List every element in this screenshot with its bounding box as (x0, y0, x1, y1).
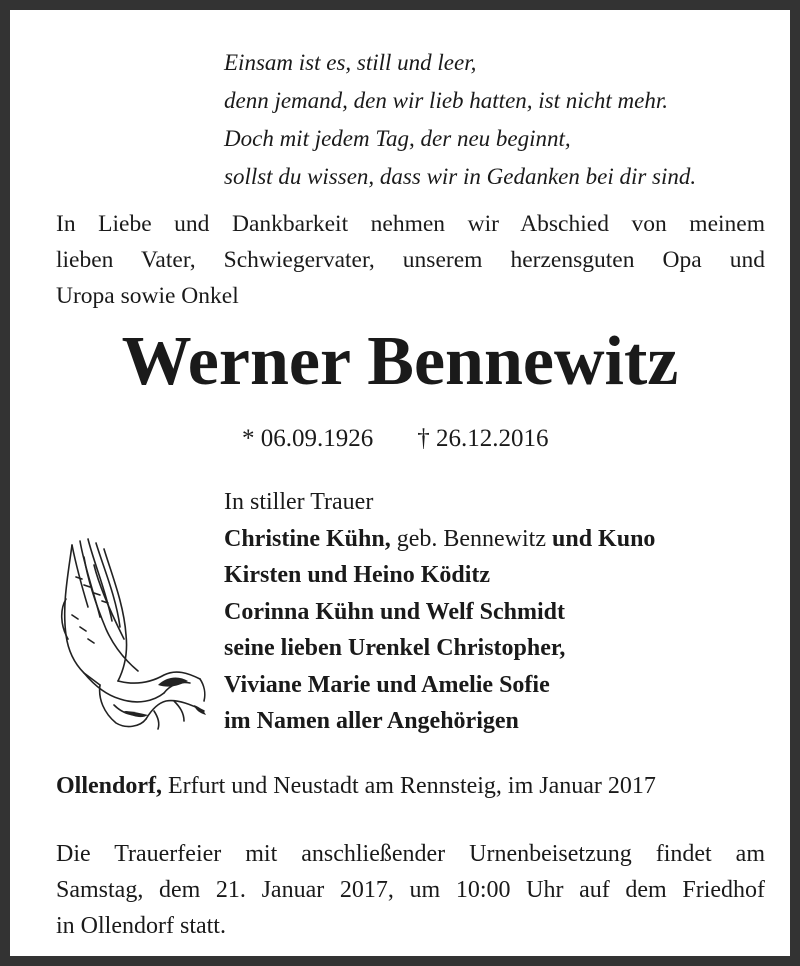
place-rest: Erfurt und Neustadt am Rennsteig, im Januar 2017 (162, 773, 656, 799)
mourner-line: Kirsten und Heino Köditz (224, 562, 491, 588)
poem-line: Doch mit jedem Tag, der neu beginnt, (224, 126, 571, 151)
mourner-maiden-name: geb. Bennewitz (390, 525, 553, 552)
poem-line: sollst du wissen, dass wir in Gedanken bei dir sind. (224, 164, 697, 189)
funeral-info (56, 836, 765, 944)
birth-date: * 06.09.1926 (242, 425, 374, 452)
intro-line: In Liebe und Dankbarkeit nehmen wir Abschied von meinem (56, 211, 765, 237)
poem-line: denn jemand, den wir lieb hatten, ist nicht mehr. (224, 88, 668, 113)
mourner-line: Viviane Marie und Amelie Sofie (224, 671, 550, 698)
intro-text (56, 206, 765, 314)
death-date: † 26.12.2016 (417, 425, 549, 452)
mourner-line: seine lieben Urenkel Christopher, (224, 635, 566, 661)
intro-line: Uropa sowie Onkel (56, 283, 239, 309)
praying-hands-icon (54, 535, 214, 735)
mourning-heading: In stiller Trauer (224, 489, 374, 515)
mourner-name: und Kuno (552, 525, 656, 552)
place-name: Ollendorf, (56, 773, 162, 799)
poem (224, 44, 696, 196)
deceased-name: Werner Bennewitz (121, 323, 679, 400)
mourner-line: Corinna Kühn und Welf Schmidt (224, 598, 566, 625)
mourner-name: Christine Kühn, (224, 525, 391, 552)
life-dates (242, 422, 549, 456)
funeral-line: Die Trauerfeier mit anschließender Urnenbeisetzung findet am (56, 841, 765, 867)
funeral-line: Samstag, dem 21. Januar 2017, um 10:00 Uhr auf dem Friedhof (56, 877, 765, 903)
place-and-date (56, 768, 656, 804)
mourner-line: im Namen aller Angehörigen (224, 708, 519, 734)
intro-line: lieben Vater, Schwiegervater, unserem herzensguten Opa und (56, 247, 765, 273)
mourners-list (224, 484, 655, 740)
poem-line: Einsam ist es, still und leer, (224, 50, 477, 75)
mourner-line (224, 521, 655, 558)
funeral-line: in Ollendorf statt. (56, 913, 226, 939)
